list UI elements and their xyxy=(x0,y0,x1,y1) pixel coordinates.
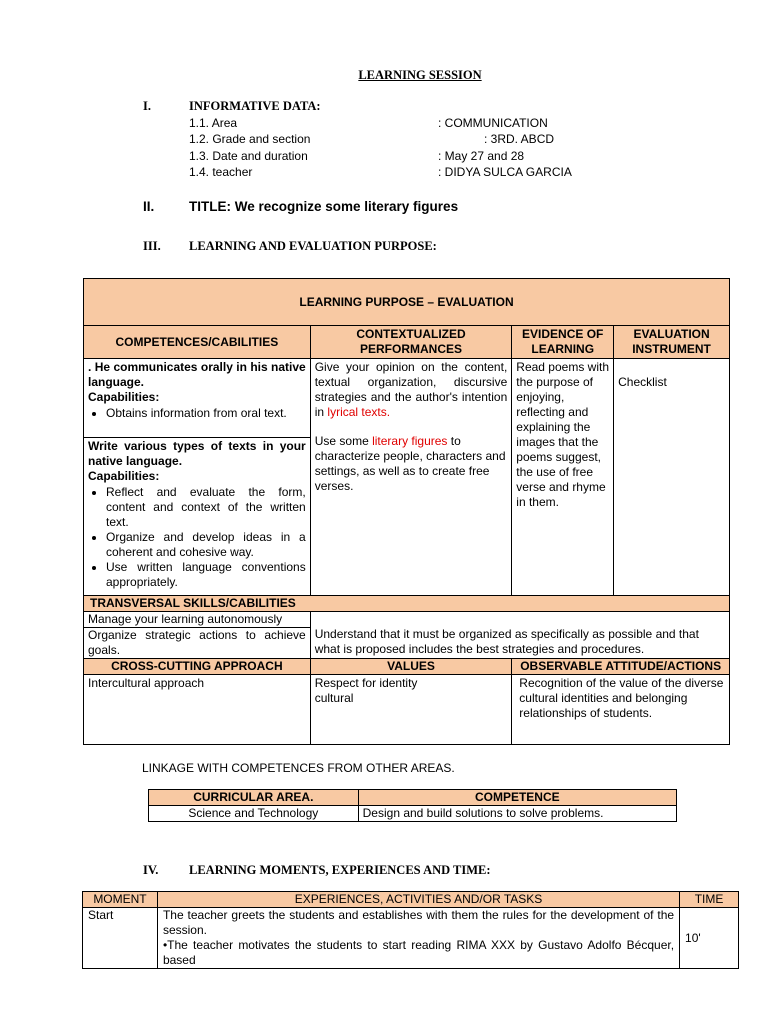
info-value-grade: : 3RD. ABCD xyxy=(484,132,555,146)
info-value-date: : May 27 and 28 xyxy=(438,149,525,163)
section-3-heading: LEARNING AND EVALUATION PURPOSE: xyxy=(189,239,437,253)
linkage-competence-cell: Design and build solutions to solve problems. xyxy=(358,806,676,822)
header-competences: COMPETENCES/CABILITIES xyxy=(84,326,311,359)
info-label-area: 1.1. Area xyxy=(189,116,238,130)
list-item: • Use written language conventions appropriately. xyxy=(106,560,306,590)
transversal-item-2: Organize strategic actions to achieve goals. xyxy=(88,628,306,657)
instrument-cell: Checklist xyxy=(614,359,730,596)
crosscut-values-cell: Respect for identity cultural xyxy=(310,675,512,745)
transversal-text: Understand that it must be organized as specifically as possible and that what is proposed includes the best strategies and procedures. xyxy=(310,612,729,659)
competence-1-cell xyxy=(84,359,311,438)
competence-2-title: Write various types of texts in your native language. xyxy=(88,439,306,468)
list-item: • Obtains information from oral text. xyxy=(106,406,306,421)
competence-2-cell xyxy=(84,438,311,596)
performance-2: Use some literary figures to characterize people, characters and settings, as well as to create free verses. xyxy=(314,434,506,493)
list-item: • Organize and develop ideas in a coherent and cohesive way. xyxy=(106,530,306,560)
crosscut-approach-cell: Intercultural approach xyxy=(84,675,311,745)
literary-figures-highlight: literary figures xyxy=(372,434,448,448)
header-instrument: EVALUATION INSTRUMENT xyxy=(614,326,730,359)
performance-1: Give your opinion on the content, textual organization, discursive strategies and the author's intention in lyrical texts. xyxy=(314,360,508,419)
section-1-heading: INFORMATIVE DATA: xyxy=(189,99,321,113)
info-label-grade: 1.2. Grade and section xyxy=(189,132,311,146)
learning-purpose-table xyxy=(83,278,730,745)
header-curricular-area: CURRICULAR AREA. xyxy=(149,790,359,806)
list-item: • Reflect and evaluate the form, content and context of the written text. xyxy=(106,485,306,530)
header-time: TIME xyxy=(680,892,739,908)
linkage-heading: LINKAGE WITH COMPETENCES FROM OTHER AREAS. xyxy=(142,761,455,775)
info-label-teacher: 1.4. teacher xyxy=(189,165,253,179)
evidence-cell: Read poems with the purpose of enjoying, reflecting and explaining the images that the poems suggest, the use of free verse and rhyme in them. xyxy=(512,359,614,596)
linkage-table xyxy=(148,789,677,822)
moment-time-cell: 10' xyxy=(680,908,739,969)
linkage-area-cell: Science and Technology xyxy=(149,806,359,822)
moment-start-cell: Start xyxy=(83,908,158,969)
transversal-header: TRANSVERSAL SKILLS/CABILITIES xyxy=(84,596,730,612)
section-2-number: II. xyxy=(143,199,155,214)
info-label-date: 1.3. Date and duration xyxy=(189,149,308,163)
header-evidence: EVIDENCE OF LEARNING xyxy=(512,326,614,359)
header-competence: COMPETENCE xyxy=(358,790,676,806)
header-crosscut-approach: CROSS-CUTTING APPROACH xyxy=(84,659,311,675)
header-values: VALUES xyxy=(310,659,512,675)
lyrical-texts-highlight: lyrical texts. xyxy=(327,405,391,419)
info-value-teacher: : DIDYA SULCA GARCIA xyxy=(438,165,572,179)
transversal-items-cell xyxy=(84,612,311,659)
competence-2-caps-label: Capabilities: xyxy=(88,469,160,483)
header-performances: CONTEXTUALIZED PERFORMANCES xyxy=(310,326,512,359)
competence-1-caps-label: Capabilities: xyxy=(88,390,160,404)
document-title: LEARNING SESSION xyxy=(358,68,482,82)
header-moment: MOMENT xyxy=(83,892,158,908)
crosscut-attitude-cell: Recognition of the value of the diverse cultural identities and belonging relationships of students. xyxy=(512,675,730,745)
section-1-number: I. xyxy=(143,99,151,113)
section-3-number: III. xyxy=(143,239,161,253)
header-attitude: OBSERVABLE ATTITUDE/ACTIONS xyxy=(512,659,730,675)
moments-table xyxy=(82,891,739,969)
moment-activities-cell: The teacher greets the students and establishes with them the rules for the development of the session. •The teacher motivates the students to start reading RIMA XXX by Gustavo Adolfo Bécquer, based xyxy=(157,908,679,969)
info-value-area: : COMMUNICATION xyxy=(438,116,548,130)
purpose-banner: LEARNING PURPOSE – EVALUATION xyxy=(84,279,730,326)
header-experiences: EXPERIENCES, ACTIVITIES AND/OR TASKS xyxy=(157,892,679,908)
section-4-number: IV. xyxy=(143,863,159,877)
performances-cell xyxy=(310,359,512,596)
section-2-heading: TITLE: We recognize some literary figures xyxy=(189,199,459,214)
section-4-heading: LEARNING MOMENTS, EXPERIENCES AND TIME: xyxy=(189,863,491,877)
transversal-item-1: Manage your learning autonomously xyxy=(84,612,310,628)
competence-2-list xyxy=(88,485,306,590)
competence-1-title: . He communicates orally in his native language. xyxy=(88,360,306,389)
competence-1-list xyxy=(88,406,306,421)
